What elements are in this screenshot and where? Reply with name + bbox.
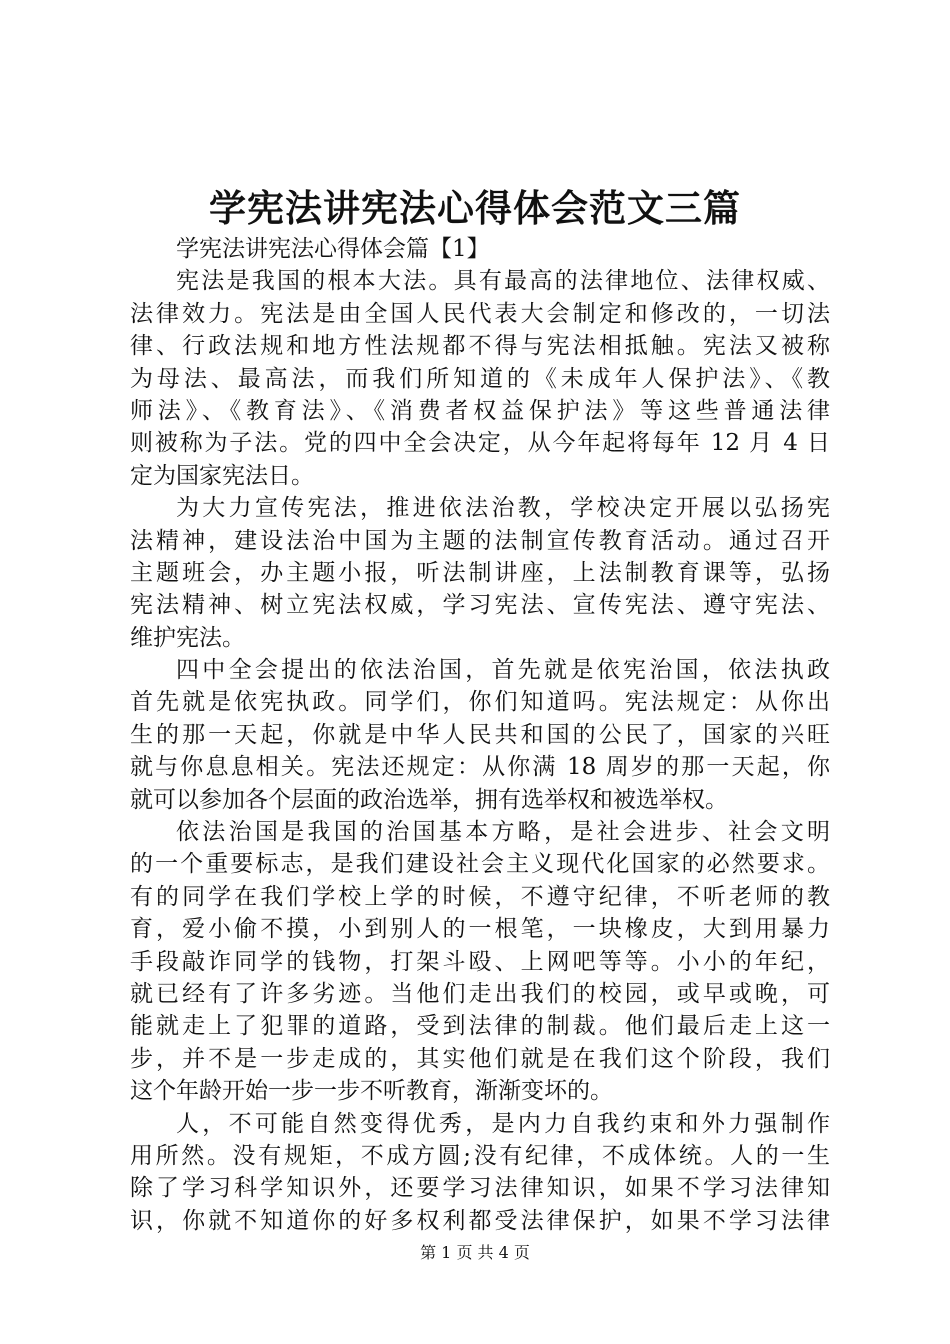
page-footer: 第 1 页 共 4 页: [420, 1243, 530, 1262]
paragraph-line: 依法治国是我国的治国基本方略，是社会进步、社会文明: [176, 819, 830, 846]
paragraph-line: 识，你就不知道你的好多权利都受法律保护，如果不学习法律: [130, 1207, 830, 1234]
paragraph-line: 能就走上了犯罪的道路，受到法律的制裁。他们最后走上这一: [130, 1013, 830, 1040]
paragraph-3: [130, 654, 830, 816]
paragraph-line: 就可以参加各个层面的政治选举，拥有选举权和被选举权。: [130, 786, 728, 813]
paragraph-line: 师法》、《教育法》、《消费者权益保护法》等这些普通法律: [130, 397, 830, 424]
paragraph-line: 的一个重要标志，是我们建设社会主义现代化国家的必然要求。: [130, 851, 830, 878]
paragraph-line: 宪法精神、树立宪法权威，学习宪法、宣传宪法、遵守宪法、: [130, 592, 830, 619]
paragraph-line: 维护宪法。: [130, 624, 245, 651]
paragraph-line: 为母法、最高法，而我们所知道的《未成年人保护法》、《教: [130, 365, 830, 392]
paragraph-line: 主题班会，办主题小报，听法制讲座，上法制教育课等，弘扬: [130, 559, 830, 586]
paragraph-5: [130, 1108, 830, 1238]
paragraph-2: [130, 492, 830, 654]
paragraph-line: 人，不可能自然变得优秀，是内力自我约束和外力强制作: [176, 1110, 830, 1137]
paragraph-line: 定为国家宪法日。: [130, 462, 314, 489]
document-body: [130, 233, 830, 1237]
document-title: 学宪法讲宪法心得体会范文三篇: [209, 186, 741, 230]
paragraph-line: 为大力宣传宪法，推进依法治教，学校决定开展以弘扬宪: [176, 495, 830, 522]
paragraph-line: 则被称为子法。党的四中全会决定，从今年起将每年 12 月 4 日: [130, 430, 830, 457]
paragraph-line: 除了学习科学知识外，还要学习法律知识，如果不学习法律知: [130, 1175, 830, 1202]
paragraph-line: 四中全会提出的依法治国，首先就是依宪治国，依法执政: [176, 657, 830, 684]
paragraph-line: 用所然。没有规矩，不成方圆;没有纪律，不成体统。人的一生: [130, 1142, 830, 1169]
paragraph-line: 步，并不是一步走成的，其实他们就是在我们这个阶段，我们: [130, 1045, 830, 1072]
paragraph-line: 有的同学在我们学校上学的时候，不遵守纪律，不听老师的教: [130, 883, 830, 910]
paragraph-4: [130, 816, 830, 1108]
section-heading: 学宪法讲宪法心得体会篇【1】: [176, 236, 490, 262]
paragraph-line: 这个年龄开始一步一步不听教育，渐渐变坏的。: [130, 1078, 613, 1105]
paragraph-line: 育，爱小偷不摸，小到别人的一根笔，一块橡皮，大到用暴力: [130, 916, 830, 943]
paragraph-line: 宪法是我国的根本大法。具有最高的法律地位、法律权威、: [176, 268, 830, 295]
paragraph-line: 手段敲诈同学的钱物，打架斗殴、上网吧等等。小小的年纪，: [130, 948, 830, 975]
paragraph-line: 就已经有了许多劣迹。当他们走出我们的校园，或早或晚，可: [130, 980, 830, 1007]
paragraph-line: 首先就是依宪执政。同学们，你们知道吗。宪法规定：从你出: [130, 689, 830, 716]
paragraph-line: 法律效力。宪法是由全国人民代表大会制定和修改的，一切法: [130, 300, 830, 327]
paragraph-line: 法精神，建设法治中国为主题的法制宣传教育活动。通过召开: [130, 527, 830, 554]
paragraph-1: [130, 265, 830, 492]
paragraph-line: 生的那一天起，你就是中华人民共和国的公民了，国家的兴旺: [130, 721, 830, 748]
paragraph-line: 律、行政法规和地方性法规都不得与宪法相抵触。宪法又被称: [130, 333, 830, 360]
paragraph-line: 就与你息息相关。宪法还规定：从你满 18 周岁的那一天起，你: [130, 754, 830, 781]
